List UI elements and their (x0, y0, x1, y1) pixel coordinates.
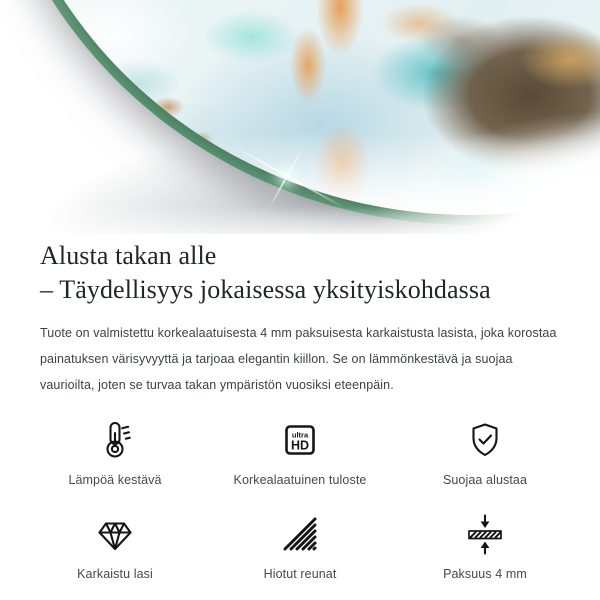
ultra-hd-icon (278, 418, 322, 462)
polished-edge-icon (278, 512, 322, 556)
feature-item-ultra-hd-print (190, 418, 410, 487)
feature-item-protects-base (410, 418, 560, 487)
feature-label: Korkealaatuinen tuloste (233, 473, 367, 487)
title-line-1: Alusta takan alle (40, 241, 217, 270)
thermometer-icon (93, 418, 137, 462)
shield-check-icon (463, 418, 507, 462)
product-description: Tuote on valmistettu korkealaatuisesta 4 mm paksuisesta karkaistusta lasista, joka korostaa painatuksen värisyvyyttä ja tarjoaa elegantin kiillon. Se on lämmönkestävä ja suojaa vaurioilta, joten se turvaa takan ympäristön vuosiksi eteenpäin. (40, 326, 557, 392)
feature-grid (40, 418, 560, 581)
feature-item-heat-resistant (40, 418, 190, 487)
feature-label: Hiotut reunat (263, 567, 337, 581)
feature-item-thickness-4mm (410, 512, 560, 581)
product-image (0, 0, 600, 234)
thickness-icon (463, 512, 507, 556)
svg-text:HD: HD (290, 438, 310, 453)
diamond-icon (93, 512, 137, 556)
feature-label: Lämpöä kestävä (68, 473, 162, 487)
product-info-section (0, 239, 600, 581)
feature-item-tempered-glass (40, 512, 190, 581)
feature-item-polished-edges (190, 512, 410, 581)
title-line-2: – Täydellisyys jokaisessa yksityiskohdassa (40, 275, 491, 304)
feature-label: Karkaistu lasi (77, 567, 153, 581)
feature-label: Paksuus 4 mm (443, 567, 527, 581)
feature-label: Suojaa alustaa (442, 473, 528, 487)
page-title (40, 239, 560, 307)
glass-disc-edge (0, 0, 600, 225)
sparkle-core (282, 171, 292, 181)
svg-text:ultra: ultra (291, 430, 309, 440)
